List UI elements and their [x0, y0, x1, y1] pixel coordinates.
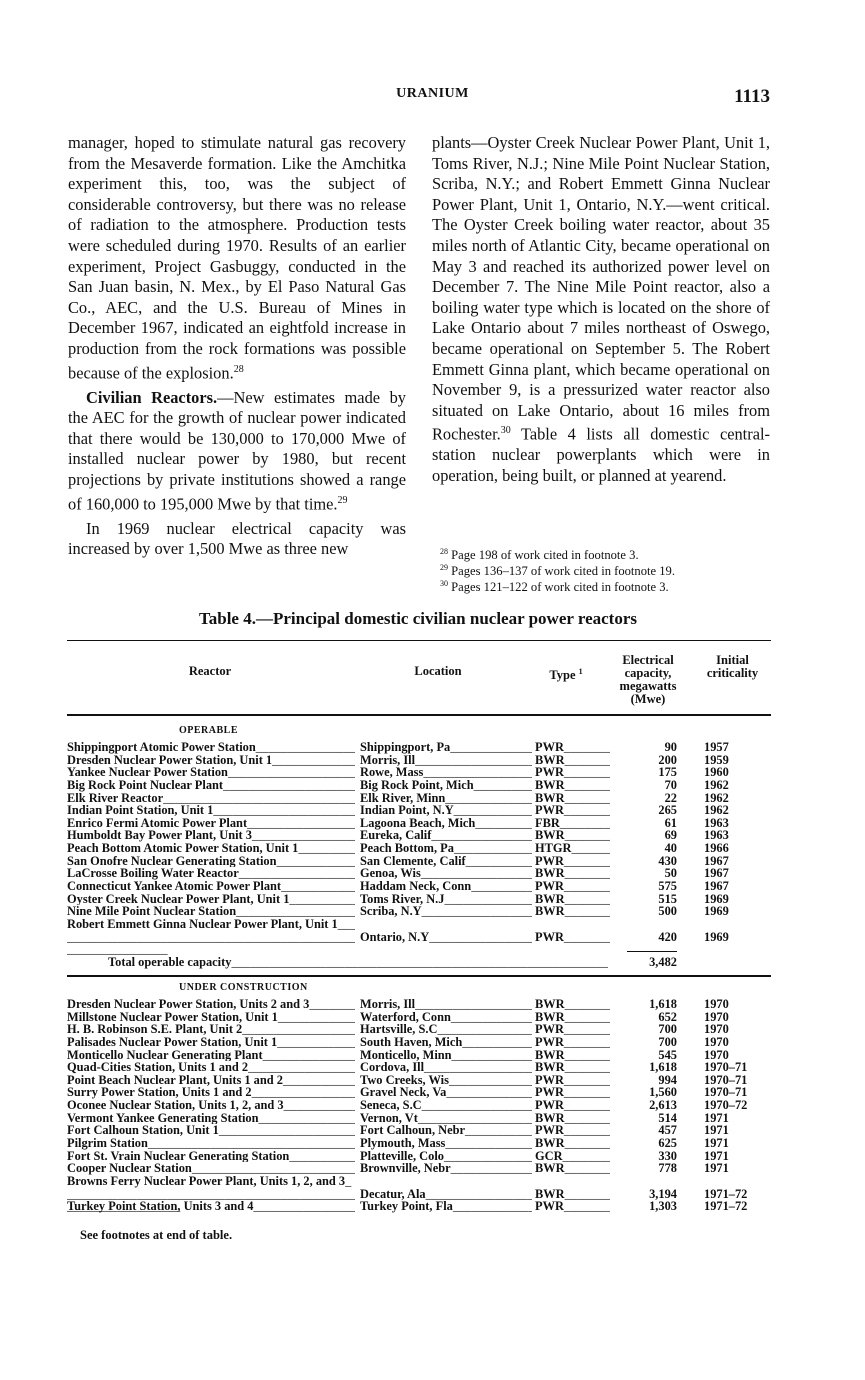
location-cell: Ontario, N.Y _ _ _ — [360, 931, 532, 944]
footnote-ref: 29 — [337, 494, 348, 506]
criticality-cell: 1970 — [704, 1048, 729, 1062]
reactor-name-cell: Fort St. Vrain Nuclear Generating Station _ _ _ — [67, 1150, 355, 1163]
capacity-cell: 700 — [658, 1035, 677, 1049]
criticality-cell: 1970 — [704, 998, 729, 1011]
location-cell: Monticello, Minn _ _ _ — [360, 1049, 532, 1062]
type-cell: BWR _ _ _ — [535, 998, 610, 1011]
type-cell: BWR _ _ _ — [535, 1137, 610, 1150]
criticality-cell: 1962 — [704, 804, 729, 817]
reactor-name-cell: Oyster Creek Nuclear Power Plant, Unit 1 _ _ _ — [67, 893, 355, 906]
capacity-cell: 545 — [658, 1048, 677, 1062]
type-cell: PWR _ _ _ — [535, 1036, 610, 1049]
type-cell: PWR _ _ _ — [535, 1086, 610, 1099]
table-row — [67, 1124, 771, 1137]
criticality-cell: 1959 — [704, 753, 729, 767]
section-label-construction: UNDER CONSTRUCTION — [179, 982, 308, 993]
reactor-name-cell: Yankee Nuclear Power Station _ _ _ — [67, 766, 355, 779]
table-row — [67, 1162, 771, 1175]
left-column — [68, 133, 406, 560]
location-cell: Cordova, Ill _ _ _ — [360, 1061, 532, 1074]
reactor-name-cell: Quad-Cities Station, Units 1 and 2 _ _ _ — [67, 1061, 355, 1074]
location-cell: Platteville, Colo _ _ _ — [360, 1150, 532, 1163]
table-row — [67, 1137, 771, 1150]
total-label: Total operable capacity _ _ _ — [108, 955, 608, 970]
table-row — [67, 741, 771, 754]
footnotes — [440, 546, 773, 594]
table-row — [67, 1175, 771, 1200]
criticality-cell: 1970–71 — [704, 1061, 748, 1074]
criticality-cell: 1960 — [704, 766, 729, 779]
reactor-name-cell: Nine Mile Point Nuclear Station _ _ _ — [67, 905, 355, 918]
reactor-name-cell: Indian Point Station, Unit 1 _ _ _ — [67, 804, 355, 817]
col-header-reactor: Reactor — [188, 664, 232, 678]
reactor-name-cell: Enrico Fermi Atomic Power Plant _ _ _ — [67, 817, 355, 830]
see-footnotes-note: See footnotes at end of table. — [80, 1228, 233, 1242]
capacity-cell: 50 — [664, 867, 677, 881]
type-cell: PWR _ _ _ — [535, 804, 610, 817]
reactor-name-cell: Robert Emmett Ginna Nuclear Power Plant, Unit 1 _ _ _ — [67, 918, 355, 956]
table-header-rule — [67, 714, 771, 716]
reactor-name-cell: Pilgrim Station _ _ _ — [67, 1137, 355, 1150]
criticality-cell: 1970 — [704, 1023, 729, 1036]
type-cell: BWR _ _ _ — [535, 754, 610, 767]
total-value: 3,482 — [649, 955, 677, 969]
reactor-name-cell: Vermont Yankee Generating Station _ _ _ — [67, 1112, 355, 1125]
table-row — [67, 1099, 771, 1112]
table-row — [67, 804, 771, 817]
table-row — [67, 754, 771, 767]
capacity-cell: 70 — [664, 778, 677, 792]
criticality-cell: 1963 — [704, 829, 729, 843]
criticality-cell: 1963 — [704, 816, 729, 830]
location-cell: Seneca, S.C _ _ _ — [360, 1099, 532, 1112]
location-cell: South Haven, Mich _ _ _ — [360, 1036, 532, 1049]
reactor-name-cell: Monticello Nuclear Generating Plant _ _ _ — [67, 1049, 355, 1062]
criticality-cell: 1969 — [704, 930, 729, 944]
type-cell: PWR _ _ _ — [535, 880, 610, 893]
type-cell: BWR _ _ _ — [535, 792, 610, 805]
criticality-cell: 1971–72 — [704, 1187, 748, 1201]
table-row — [67, 766, 771, 779]
capacity-cell: 420 — [658, 930, 677, 944]
type-cell: GCR _ _ _ — [535, 1150, 610, 1163]
criticality-cell: 1969 — [704, 905, 729, 918]
capacity-cell: 2,613 — [649, 1099, 677, 1112]
capacity-cell: 200 — [658, 753, 677, 767]
paragraph: Civilian Reactors.—New estimates made by the AEC for the growth of nuclear power indicated that there would be 130,000 to 170,000 Mwe of installed nuclear power by 1980, but recent projections by private institutions showed a range of 160,000 to 195,000 Mwe by that time.$^{29}$ — [68, 387, 406, 514]
table-top-rule — [67, 640, 771, 641]
criticality-cell: 1971–72 — [704, 1200, 748, 1213]
capacity-cell: 515 — [658, 892, 677, 906]
type-cell: BWR _ _ _ — [535, 1061, 610, 1074]
reactor-name-cell: Connecticut Yankee Atomic Power Plant _ _ _ — [67, 880, 355, 893]
table-row — [67, 792, 771, 805]
reactor-name-cell: Oconee Nuclear Station, Units 1, 2, and 3 _ _ _ — [67, 1099, 355, 1112]
location-cell: Hartsville, S.C _ _ _ — [360, 1023, 532, 1036]
page-number: 1113 — [734, 86, 770, 107]
criticality-cell: 1962 — [704, 778, 729, 792]
table-row — [67, 842, 771, 855]
type-cell: FBR _ _ _ — [535, 817, 610, 830]
criticality-cell: 1971 — [704, 1124, 729, 1138]
criticality-cell: 1971 — [704, 1149, 729, 1163]
location-cell: Peach Bottom, Pa _ _ _ — [360, 842, 532, 855]
criticality-cell: 1970 — [704, 1010, 729, 1024]
location-cell: Scriba, N.Y _ _ _ — [360, 905, 532, 918]
footnote-ref: 30 — [500, 425, 511, 437]
table-row — [67, 1086, 771, 1099]
criticality-cell: 1971 — [704, 1111, 729, 1125]
location-cell: Rowe, Mass _ _ _ — [360, 766, 532, 779]
capacity-cell: 1,303 — [649, 1200, 677, 1213]
location-cell: Decatur, Ala _ _ _ — [360, 1188, 532, 1201]
location-cell: Vernon, Vt _ _ _ — [360, 1112, 532, 1125]
type-cell: BWR _ _ _ — [535, 893, 610, 906]
reactor-name-cell: Cooper Nuclear Station _ _ _ — [67, 1162, 355, 1175]
footnote: $^{29}$ Pages 136–137 of work cited in footnote 19. — [440, 562, 676, 579]
capacity-cell: 1,618 — [649, 1061, 677, 1074]
table-row — [67, 1023, 771, 1036]
reactor-name-cell: San Onofre Nuclear Generating Station _ _ _ — [67, 855, 355, 868]
capacity-cell: 500 — [658, 905, 677, 918]
table-row — [67, 1061, 771, 1074]
type-cell: BWR _ _ _ — [535, 1112, 610, 1125]
table-row — [67, 779, 771, 792]
location-cell: Morris, Ill _ _ _ — [360, 754, 532, 767]
table-row — [67, 918, 771, 943]
reactor-name-cell: Point Beach Nuclear Plant, Units 1 and 2 _ _ _ — [67, 1074, 355, 1087]
table-row — [67, 867, 771, 880]
table-title: Table 4.—Principal domestic civilian nuclear power reactors — [198, 609, 638, 628]
type-cell: BWR _ _ _ — [535, 1049, 610, 1062]
location-cell: Waterford, Conn _ _ _ — [360, 1011, 532, 1024]
location-cell: Plymouth, Mass _ _ _ — [360, 1137, 532, 1150]
reactor-name-cell: Millstone Nuclear Power Station, Unit 1 _ _ _ — [67, 1011, 355, 1024]
total-rule — [627, 951, 677, 952]
location-cell: Indian Point, N.Y _ _ _ — [360, 804, 532, 817]
capacity-cell: 61 — [664, 816, 677, 830]
table-row — [67, 1150, 771, 1163]
capacity-cell: 22 — [664, 791, 677, 805]
capacity-cell: 778 — [658, 1162, 677, 1175]
section-label-operable: OPERABLE — [179, 725, 239, 736]
type-cell: PWR _ _ _ — [535, 1124, 610, 1137]
capacity-cell: 575 — [658, 880, 677, 893]
criticality-cell: 1971 — [704, 1137, 729, 1150]
location-cell: Genoa, Wis _ _ _ — [360, 867, 532, 880]
type-cell: PWR _ _ _ — [535, 1200, 610, 1213]
reactor-name-cell: Palisades Nuclear Power Station, Unit 1 _ _ _ — [67, 1036, 355, 1049]
footnote-ref: 28 — [233, 363, 244, 375]
col-header-criticality: Initial criticality — [706, 653, 759, 680]
type-cell: BWR _ _ _ — [535, 1011, 610, 1024]
table-row — [67, 1112, 771, 1125]
capacity-cell: 90 — [664, 741, 677, 754]
table-row — [67, 998, 771, 1011]
criticality-cell: 1967 — [704, 854, 729, 868]
footnote: $^{30}$ Pages 121–122 of work cited in footnote 3. — [440, 578, 669, 595]
reactor-name-cell: Surry Power Station, Units 1 and 2 _ _ _ — [67, 1086, 355, 1099]
criticality-cell: 1966 — [704, 842, 729, 855]
col-header-location: Location — [414, 664, 462, 678]
capacity-cell: 994 — [658, 1073, 677, 1087]
reactor-name-cell: Turkey Point Station, Units 3 and 4 _ _ _ — [67, 1200, 355, 1213]
location-cell: Morris, Ill _ _ _ — [360, 998, 532, 1011]
paragraph: plants—Oyster Creek Nuclear Power Plant, Unit 1, Toms River, N.J.; Nine Mile Point Nuclear Station, Scriba, N.Y.; and Robert Emmett Ginna Nuclear Power Plant, Unit 1, Ontario, N.Y.—went critical. The Oyster Creek boiling water reactor, about 35 miles north of Atlantic City, became operational on May 3 and reached its authorized power level on December 7. The Nine Mile Point reactor, also a boiling water type which is located on the shore of Lake Ontario about 7 miles northeast of Oswego, became operational on September 5. The Robert Emmett Ginna plant, which became operational on November 9, is a pressurized water reactor also situated on Lake Ontario, about 16 miles from Rochester.$^{30}$ Table 4 lists all domestic central-station nuclear powerplants which were in operation, being built, or planned at yearend. — [432, 133, 770, 485]
paragraph: manager, hoped to stimulate natural gas recovery from the Mesaverde formation. Like the Amchitka experiment this, too, was the subject of considerable controversy, but there was no release of radiation to the atmosphere. Production tests were scheduled during 1970. Results of an earlier experiment, Project Gasbuggy, conducted in the San Juan basin, N. Mex., by El Paso Natural Gas Co., AEC, and the U.S. Bureau of Mines in December 1967, indicated an eightfold increase in production from the rock formations was possible because of the explosion.$^{28}$ — [68, 133, 406, 382]
location-cell: Lagoona Beach, Mich _ _ _ — [360, 817, 532, 830]
capacity-cell: 625 — [658, 1137, 677, 1150]
location-cell: Fort Calhoun, Nebr _ _ _ — [360, 1124, 532, 1137]
reactor-name-cell: Humboldt Bay Power Plant, Unit 3 _ _ _ — [67, 829, 355, 842]
location-cell: Turkey Point, Fla _ _ _ — [360, 1200, 532, 1213]
type-cell: BWR _ _ _ — [535, 779, 610, 792]
location-cell: San Clemente, Calif _ _ _ — [360, 855, 532, 868]
reactor-name-cell: Big Rock Point Nuclear Plant _ _ _ — [67, 779, 355, 792]
capacity-cell: 3,194 — [649, 1187, 677, 1201]
capacity-cell: 457 — [658, 1124, 677, 1138]
capacity-cell: 652 — [658, 1010, 677, 1024]
capacity-cell: 1,618 — [649, 998, 677, 1011]
location-cell: Haddam Neck, Conn _ _ _ — [360, 880, 532, 893]
construction-rows — [67, 998, 771, 1213]
location-cell: Big Rock Point, Mich _ _ _ — [360, 779, 532, 792]
table-row — [67, 1049, 771, 1062]
table-row — [67, 817, 771, 830]
capacity-cell: 700 — [658, 1023, 677, 1036]
location-cell: Shippingport, Pa _ _ _ — [360, 741, 532, 754]
type-cell: PWR _ _ _ — [535, 1023, 610, 1036]
capacity-cell: 330 — [658, 1149, 677, 1163]
paragraph: In 1969 nuclear electrical capacity was increased by over 1,500 Mwe as three new — [68, 518, 406, 559]
reactor-name-cell: Fort Calhoun Station, Unit 1 _ _ _ — [67, 1124, 355, 1137]
criticality-cell: 1971 — [704, 1162, 729, 1175]
reactor-name-cell: Shippingport Atomic Power Station _ _ _ — [67, 741, 355, 754]
reactor-name-cell: Dresden Nuclear Power Station, Unit 1 _ _ _ — [67, 754, 355, 767]
criticality-cell: 1970 — [704, 1035, 729, 1049]
criticality-cell: 1957 — [704, 741, 729, 754]
section-rule — [67, 975, 771, 977]
table-row — [67, 1036, 771, 1049]
type-cell: PWR _ _ _ — [535, 855, 610, 868]
type-cell: PWR _ _ _ — [535, 741, 610, 754]
capacity-cell: 40 — [664, 842, 677, 855]
table-row — [67, 1200, 771, 1213]
capacity-cell: 1,560 — [649, 1086, 677, 1100]
location-cell: Gravel Neck, Va _ _ _ — [360, 1086, 532, 1099]
capacity-cell: 69 — [664, 829, 677, 843]
criticality-cell: 1967 — [704, 880, 729, 893]
capacity-cell: 265 — [658, 804, 677, 817]
col-header-capacity: Electrical capacity, megawatts (Mwe) — [619, 653, 677, 706]
run-in-heading: Civilian Reactors. — [86, 387, 218, 407]
reactor-name-cell: Peach Bottom Atomic Power Station, Unit 1 _ _ _ — [67, 842, 355, 855]
criticality-cell: 1970–71 — [704, 1086, 748, 1100]
reactor-name-cell: LaCrosse Boiling Water Reactor _ _ _ — [67, 867, 355, 880]
type-cell: PWR _ _ _ — [535, 931, 610, 944]
criticality-cell: 1969 — [704, 892, 729, 906]
location-cell: Brownville, Nebr _ _ _ — [360, 1162, 532, 1175]
type-cell: BWR _ _ _ — [535, 867, 610, 880]
type-cell: BWR _ _ _ — [535, 829, 610, 842]
capacity-cell: 175 — [658, 766, 677, 779]
table-row — [67, 1074, 771, 1087]
type-cell: PWR _ _ _ — [535, 766, 610, 779]
location-cell: Toms River, N.J _ _ _ — [360, 893, 532, 906]
type-cell: PWR _ _ _ — [535, 1074, 610, 1087]
criticality-cell: 1970–71 — [704, 1073, 748, 1087]
reactor-name-cell: H. B. Robinson S.E. Plant, Unit 2 _ _ _ — [67, 1023, 355, 1036]
type-cell: PWR _ _ _ — [535, 1099, 610, 1112]
running-header-title: URANIUM — [396, 86, 469, 101]
operable-rows — [67, 741, 771, 943]
type-cell: BWR _ _ _ — [535, 905, 610, 918]
reactor-name-cell: Browns Ferry Nuclear Power Plant, Units 1, 2, and 3 _ _ _ — [67, 1175, 355, 1213]
reactor-name-cell: Elk River Reactor _ _ _ — [67, 792, 355, 805]
type-cell: BWR _ _ _ — [535, 1188, 610, 1201]
location-cell: Elk River, Minn _ _ _ — [360, 792, 532, 805]
col-header-type: Type $^1$ — [549, 667, 583, 683]
type-cell: BWR _ _ _ — [535, 1162, 610, 1175]
table-row — [67, 905, 771, 918]
table-row — [67, 855, 771, 868]
table-row — [67, 829, 771, 842]
capacity-cell: 430 — [658, 854, 677, 868]
table-row — [67, 880, 771, 893]
table-row — [67, 1011, 771, 1024]
criticality-cell: 1962 — [704, 791, 729, 805]
reactor-name-cell: Dresden Nuclear Power Station, Units 2 and 3 _ _ _ — [67, 998, 355, 1011]
criticality-cell: 1967 — [704, 867, 729, 881]
type-cell: HTGR _ _ _ — [535, 842, 610, 855]
right-column — [432, 133, 770, 487]
location-cell: Two Creeks, Wis _ _ _ — [360, 1074, 532, 1087]
location-cell: Eureka, Calif _ _ _ — [360, 829, 532, 842]
table-row — [67, 893, 771, 906]
footnote: $^{28}$ Page 198 of work cited in footnote 3. — [440, 547, 639, 563]
criticality-cell: 1970–72 — [704, 1099, 748, 1112]
capacity-cell: 514 — [658, 1111, 677, 1125]
